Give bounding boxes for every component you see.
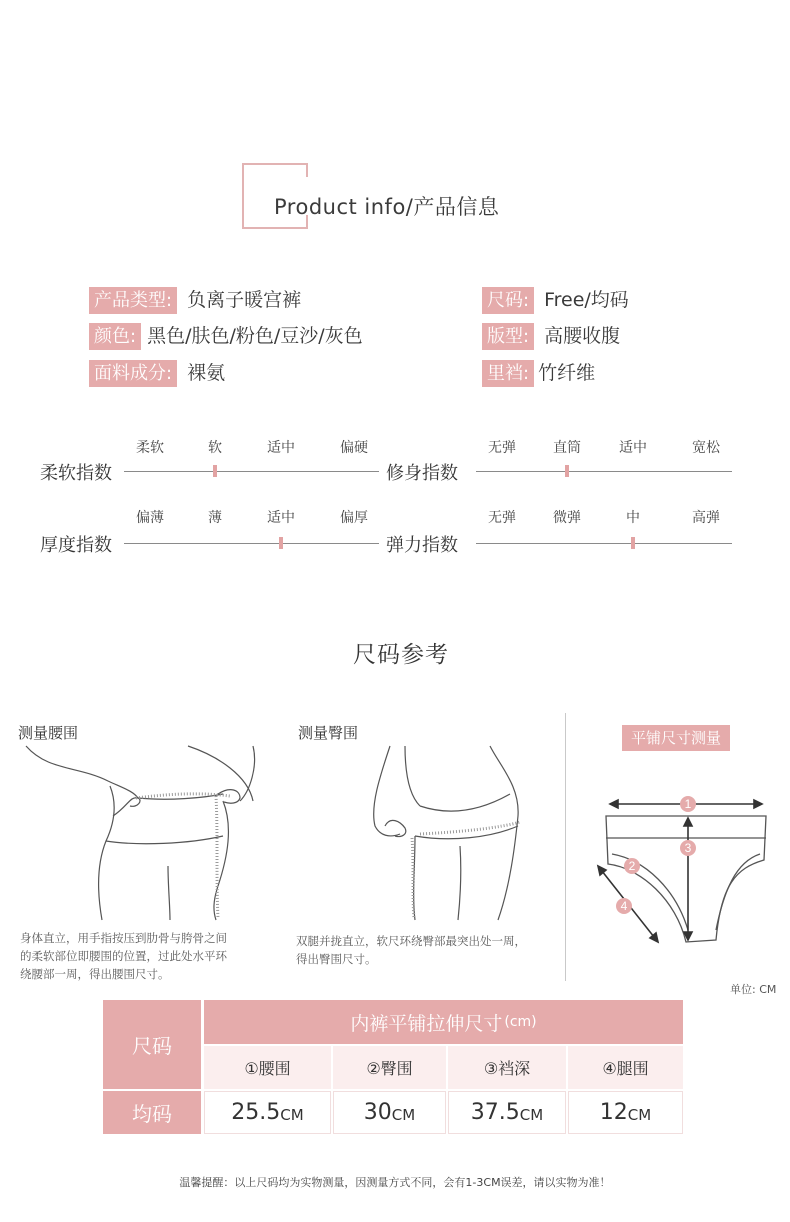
info-value: 裸氨 bbox=[187, 362, 226, 384]
index-label: 修身指数 bbox=[386, 463, 458, 484]
unit-label: 单位: CM bbox=[730, 983, 777, 996]
flat-marker-4: 4 bbox=[620, 899, 628, 913]
footer-note: 温馨提醒：以上尺码均为实物测量，因测量方式不同，会有1-3CM误差，请以实物为准！ bbox=[179, 1176, 611, 1189]
hip-measure-title: 测量臀围 bbox=[298, 724, 359, 742]
hip-illustration bbox=[360, 746, 540, 920]
info-value: 高腰收腹 bbox=[544, 325, 621, 347]
flat-illustration bbox=[596, 790, 776, 950]
cell-value: 12 bbox=[599, 1100, 628, 1125]
index-option: 适中 bbox=[619, 440, 647, 456]
table-corner: 尺码 bbox=[103, 1000, 201, 1089]
desc-line: 双腿并拢直立，软尺环绕臀部最突出处一周， bbox=[296, 934, 526, 948]
info-label: 颜色: bbox=[89, 323, 141, 350]
table-col-header: ③裆深 bbox=[448, 1046, 566, 1089]
info-row-fabric bbox=[89, 360, 225, 387]
info-label: 尺码: bbox=[482, 287, 534, 314]
index-option: 适中 bbox=[267, 510, 295, 526]
cell-unit: CM bbox=[519, 1105, 544, 1124]
index-marker bbox=[213, 465, 217, 477]
title-frame-corner bbox=[306, 163, 308, 177]
info-label: 面料成分: bbox=[89, 360, 177, 387]
cell-unit: CM bbox=[391, 1105, 416, 1124]
table-row-label: 均码 bbox=[103, 1091, 201, 1134]
table-col-header: ①腰围 bbox=[204, 1046, 331, 1089]
flat-measure-tag: 平铺尺寸测量 bbox=[622, 725, 730, 751]
page-title: Product info/产品信息 bbox=[274, 195, 500, 219]
flat-marker-1: 1 bbox=[684, 797, 692, 811]
index-label: 厚度指数 bbox=[40, 535, 112, 556]
index-track bbox=[124, 543, 379, 544]
index-option: 直筒 bbox=[553, 440, 581, 456]
table-header-unit: (cm) bbox=[504, 1014, 537, 1030]
index-marker bbox=[565, 465, 569, 477]
cell-unit: CM bbox=[280, 1105, 304, 1124]
info-label: 产品类型: bbox=[89, 287, 177, 314]
info-value: 黑色/肤色/粉色/豆沙/灰色 bbox=[147, 325, 363, 347]
size-section-title: 尺码参考 bbox=[353, 642, 449, 668]
index-track bbox=[476, 543, 732, 544]
index-option: 高弹 bbox=[692, 510, 720, 526]
index-label: 柔软指数 bbox=[40, 463, 112, 484]
table-cell bbox=[204, 1091, 331, 1134]
desc-line: 得出臀围尺寸。 bbox=[296, 952, 377, 966]
index-option: 微弹 bbox=[553, 510, 581, 526]
info-label: 版型: bbox=[482, 323, 534, 350]
table-col-header: ②臀围 bbox=[333, 1046, 446, 1089]
waist-measure-title: 测量腰围 bbox=[18, 724, 79, 742]
desc-line: 绕腰部一周，得出腰围尺寸。 bbox=[20, 967, 170, 981]
index-label: 弹力指数 bbox=[386, 535, 458, 556]
hip-description bbox=[296, 932, 556, 968]
index-option: 偏厚 bbox=[340, 510, 368, 526]
index-option: 宽松 bbox=[692, 440, 720, 456]
cell-value: 25.5 bbox=[231, 1100, 281, 1125]
info-row-lining bbox=[482, 360, 595, 387]
column-divider bbox=[565, 713, 566, 981]
index-marker bbox=[631, 537, 635, 549]
info-label: 里裆: bbox=[482, 360, 534, 387]
index-option: 无弹 bbox=[488, 510, 516, 526]
info-row-fit bbox=[482, 323, 620, 350]
index-option: 偏硬 bbox=[340, 440, 368, 456]
index-option: 偏薄 bbox=[136, 510, 164, 526]
info-row-size bbox=[482, 287, 629, 314]
waist-illustration bbox=[18, 746, 268, 920]
index-marker bbox=[279, 537, 283, 549]
cell-value: 37.5 bbox=[470, 1100, 520, 1125]
index-option: 柔软 bbox=[136, 440, 164, 456]
table-cell bbox=[448, 1091, 566, 1134]
desc-line: 身体直立，用手指按压到肋骨与胯骨之间 bbox=[20, 931, 227, 945]
index-option: 薄 bbox=[208, 510, 222, 526]
info-value: 竹纤维 bbox=[538, 362, 596, 384]
flat-marker-3: 3 bbox=[684, 841, 692, 855]
cell-unit: CM bbox=[627, 1105, 652, 1124]
index-track bbox=[476, 471, 732, 472]
table-header-text: 内裤平铺拉伸尺寸 bbox=[350, 1012, 503, 1035]
table-cell bbox=[333, 1091, 446, 1134]
table-header bbox=[204, 1000, 683, 1044]
waist-description bbox=[20, 929, 260, 983]
index-track bbox=[124, 471, 379, 472]
info-value: Free/均码 bbox=[544, 289, 629, 311]
index-option: 中 bbox=[626, 510, 640, 526]
flat-marker-2: 2 bbox=[628, 859, 636, 873]
index-option: 适中 bbox=[267, 440, 295, 456]
size-table bbox=[103, 1000, 683, 1134]
cell-value: 30 bbox=[363, 1100, 392, 1125]
index-option: 无弹 bbox=[488, 440, 516, 456]
desc-line: 的柔软部位即腰围的位置，过此处水平环 bbox=[20, 949, 227, 963]
table-cell bbox=[568, 1091, 683, 1134]
table-col-header: ④腿围 bbox=[568, 1046, 683, 1089]
info-row-color bbox=[89, 323, 363, 350]
index-option: 软 bbox=[208, 440, 222, 456]
info-row-type bbox=[89, 287, 301, 314]
info-value: 负离子暖宫裤 bbox=[187, 289, 302, 311]
